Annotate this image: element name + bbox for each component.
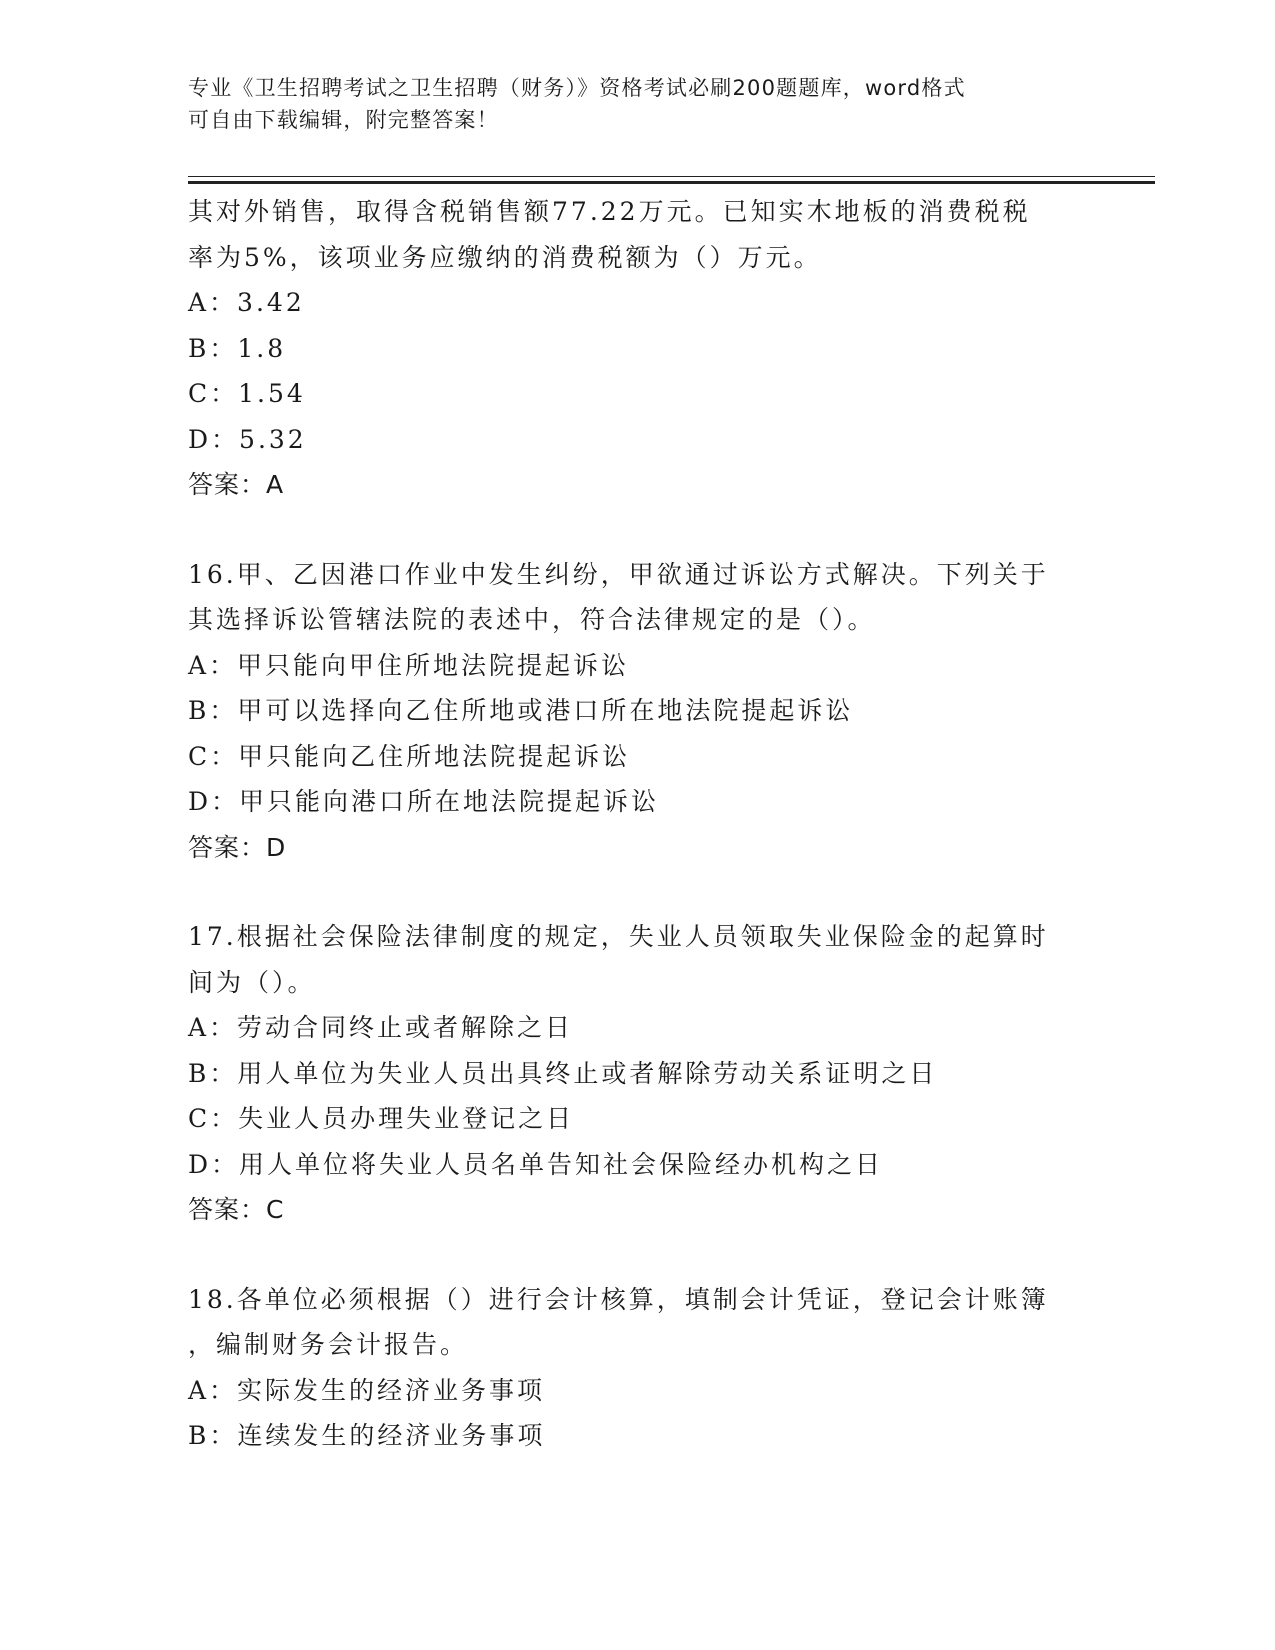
option-b: B：1.8 [188, 333, 287, 363]
answer: 答案：D [188, 832, 287, 862]
question-text: 18.各单位必须根据（）进行会计核算，填制会计凭证，登记会计账簿 [188, 1284, 1049, 1314]
question-text: 间为（）。 [188, 967, 316, 997]
question-15 [188, 189, 1108, 508]
header-line-2: 可自由下载编辑，附完整答案！ [188, 108, 499, 132]
question-text: ，编制财务会计报告。 [188, 1330, 469, 1359]
question-text: 16.甲、乙因港口作业中发生纠纷，甲欲通过诉讼方式解决。下列关于 [188, 559, 1049, 589]
question-text: 17.根据社会保险法律制度的规定，失业人员领取失业保险金的起算时 [188, 922, 1049, 951]
header-rule-thin [188, 176, 1155, 177]
option-d: D：5.32 [188, 424, 307, 454]
option-d: D：用人单位将失业人员名单告知社会保险经办机构之日 [188, 1149, 884, 1179]
option-c: C：失业人员办理失业登记之日 [188, 1104, 575, 1133]
header-line-1: 专业《卫生招聘考试之卫生招聘（财务）》资格考试必刷200题题库，word格式 [188, 76, 966, 100]
document-body [188, 189, 1108, 1459]
page-header [188, 72, 1088, 136]
option-b: B：甲可以选择向乙住所地或港口所在地法院提起诉讼 [188, 696, 854, 725]
option-b: B：连续发生的经济业务事项 [188, 1421, 546, 1450]
question-18 [188, 1277, 1108, 1459]
option-a: A：劳动合同终止或者解除之日 [188, 1013, 574, 1042]
option-a: A：3.42 [188, 288, 305, 317]
option-c: C：甲只能向乙住所地法院提起诉讼 [188, 741, 631, 771]
option-a: A：甲只能向甲住所地法院提起诉讼 [188, 650, 630, 680]
option-d: D：甲只能向港口所在地法院提起诉讼 [188, 787, 660, 816]
header-rule-thick [188, 181, 1155, 184]
question-17 [188, 914, 1108, 1233]
option-a: A：实际发生的经济业务事项 [188, 1375, 546, 1405]
question-text: 其选择诉讼管辖法院的表述中，符合法律规定的是（）。 [188, 605, 876, 634]
option-c: C：1.54 [188, 379, 306, 408]
question-text: 率为5%，该项业务应缴纳的消费税额为（）万元。 [188, 242, 822, 272]
question-16 [188, 552, 1108, 871]
question-text: 其对外销售，取得含税销售额77.22万元。已知实木地板的消费税税 [188, 197, 1031, 226]
answer: 答案：A [188, 470, 285, 499]
answer: 答案：C [188, 1195, 285, 1224]
option-b: B：用人单位为失业人员出具终止或者解除劳动关系证明之日 [188, 1058, 938, 1088]
